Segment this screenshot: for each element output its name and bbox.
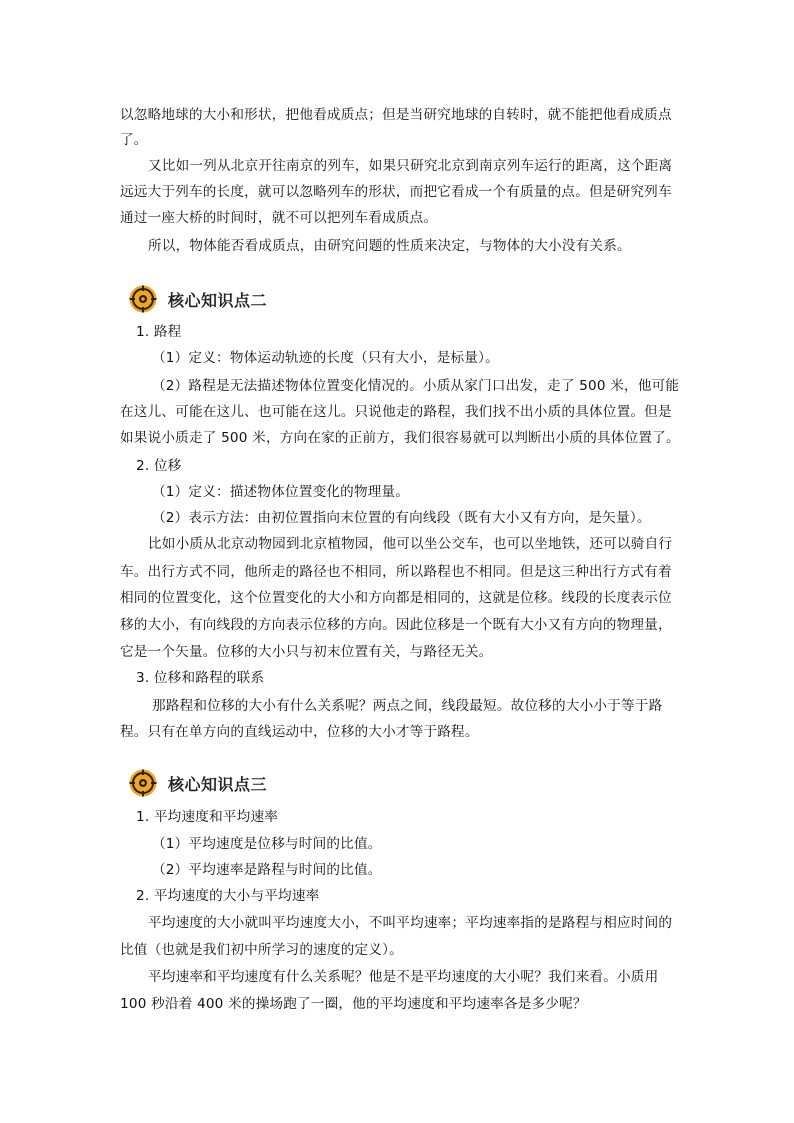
text-line: 比值（也就是我们初中所学习的速度的定义）。	[120, 942, 403, 958]
text-line: （1）定义：描述物体位置变化的物理量。	[152, 484, 410, 500]
text-line: 在这儿、可能在这儿、也可能在这儿。只说他走的路程，我们找不出小质的具体位置。但是	[120, 404, 672, 420]
text-line: （1）平均速度是位移与时间的比值。	[152, 836, 382, 852]
text-line: 平均速度的大小就叫平均速度大小，不叫平均速率；平均速率指的是路程与相应时间的	[148, 915, 673, 931]
list-item: 3. 位移和路程的联系	[136, 670, 265, 686]
text-line: 车。出行方式不同，他所走的路径也不相同，所以路程也不相同。但是这三种出行方式有着	[120, 564, 672, 580]
section-heading	[128, 768, 267, 798]
text-line: 了。	[120, 132, 148, 148]
text-line: 100 秒沿着 400 米的操场跑了一圈，他的平均速度和平均速率各是多少呢？	[120, 996, 587, 1012]
target-icon	[128, 768, 158, 798]
text-line: 它是一个矢量。位移的大小只与初末位置有关，与路径无关。	[120, 644, 493, 660]
text-line: 通过一座大桥的时间时，就不可以把列车看成质点。	[120, 210, 438, 226]
text-line: 所以，物体能否看成质点，由研究问题的性质来决定，与物体的大小没有关系。	[148, 238, 631, 254]
text-line: 以忽略地球的大小和形状，把他看成质点；但是当研究地球的自转时，就不能把他看成质点	[120, 107, 672, 123]
section-title: 核心知识点二	[168, 290, 268, 310]
section-title: 核心知识点三	[168, 774, 268, 794]
text-line: 程。只有在单方向的直线运动中，位移的大小才等于路程。	[120, 724, 479, 740]
list-item: 2. 位移	[136, 458, 182, 474]
target-icon	[128, 284, 158, 314]
text-line: 平均速率和平均速度有什么关系呢？他是不是平均速度的大小呢？我们来看。小质用	[148, 969, 659, 985]
text-line: 移的大小，有向线段的方向表示位移的方向。因此位移是一个既有大小又有方向的物理量，	[120, 617, 672, 633]
list-item: 1. 平均速度和平均速率	[136, 809, 279, 825]
text-line: 远远大于列车的长度，就可以忽略列车的形状，而把它看成一个有质量的点。但是研究列车	[120, 184, 672, 200]
text-line: 又比如一列从北京开往南京的列车，如果只研究北京到南京列车运行的距离，这个距离	[148, 158, 673, 174]
text-line: 如果说小质走了 500 米，方向在家的正前方，我们很容易就可以判断出小质的具体位置了。	[120, 430, 680, 446]
text-line: （2）表示方法：由初位置指向末位置的有向线段（既有大小又有方向，是矢量）。	[152, 510, 651, 526]
text-line: 那路程和位移的大小有什么关系呢？两点之间，线段最短。故位移的大小小于等于路	[152, 698, 663, 714]
text-line: （1）定义：物体运动轨迹的长度（只有大小，是标量）。	[152, 350, 499, 366]
list-item: 2. 平均速度的大小与平均速率	[136, 888, 320, 904]
list-item: 1. 路程	[136, 324, 182, 340]
text-line: 相同的位置变化，这个位置变化的大小和方向都是相同的，这就是位移。线段的长度表示位	[120, 590, 672, 606]
text-line: 比如小质从北京动物园到北京植物园，他可以坐公交车，也可以坐地铁，还可以骑自行	[148, 536, 673, 552]
text-line: （2）平均速率是路程与时间的比值。	[152, 862, 382, 878]
text-line: （2）路程是无法描述物体位置变化情况的。小质从家门口出发，走了 500 米，他可能	[152, 378, 680, 394]
section-heading	[128, 284, 267, 314]
